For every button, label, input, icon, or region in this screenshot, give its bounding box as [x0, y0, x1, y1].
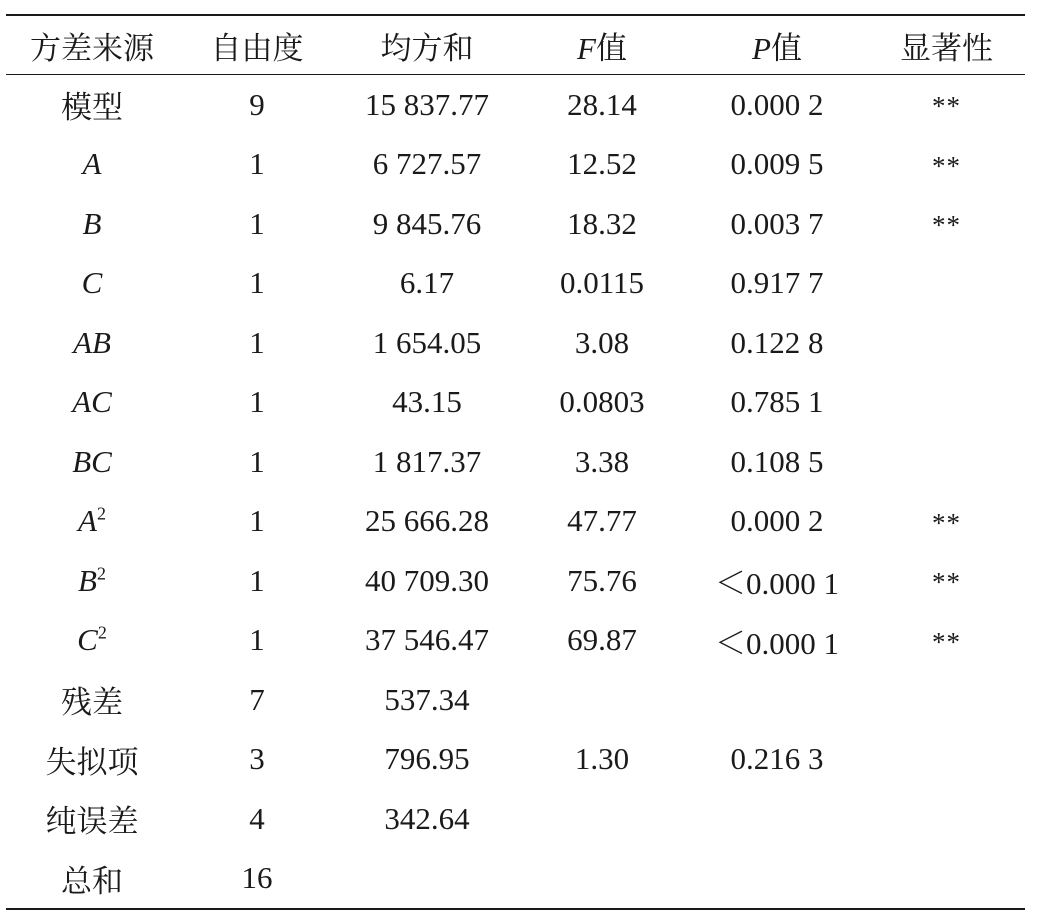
- cell-p-value: [686, 670, 868, 730]
- source-label: A: [82, 146, 102, 182]
- header-p-letter: P: [752, 30, 771, 66]
- cell-ms: 6.17: [399, 265, 455, 301]
- source-exponent: 2: [96, 503, 106, 524]
- cell-source: [6, 551, 178, 611]
- cell-f-value: 12.52: [567, 146, 637, 182]
- cell-ms: 9 845.76: [372, 205, 482, 241]
- cell-f-value: 1.30: [574, 741, 630, 777]
- cell-f-value: 3.08: [574, 324, 630, 360]
- cell-ms: 796.95: [384, 741, 470, 777]
- header-f-suffix: 值: [595, 30, 627, 66]
- header-f-letter: F: [577, 30, 596, 66]
- cell-significance: [868, 849, 1025, 910]
- source-label: B: [78, 562, 97, 598]
- cell-df: 1: [249, 265, 265, 301]
- cell-p-value: ＜0.000 1: [715, 566, 839, 602]
- cell-ms: [336, 849, 518, 910]
- cell-significance: [868, 432, 1025, 492]
- cell-p-value: 0.000 2: [730, 86, 824, 122]
- cell-f-value: 69.87: [567, 622, 637, 658]
- source-label: B: [82, 205, 102, 241]
- table-row: [6, 432, 1025, 492]
- cell-source: [6, 789, 178, 849]
- cell-df: 1: [249, 622, 265, 658]
- header-p-suffix: 值: [770, 30, 802, 66]
- cell-f-value: 0.0115: [559, 265, 645, 301]
- cell-ms: 6 727.57: [372, 146, 482, 182]
- cell-p-value: [686, 789, 868, 849]
- cell-f-value: 0.0803: [559, 384, 645, 420]
- table-row: [6, 135, 1025, 195]
- cell-df: 1: [249, 146, 265, 182]
- cell-source: [6, 254, 178, 314]
- cell-f-value: [518, 789, 686, 849]
- header-p-value: [686, 15, 868, 75]
- cell-source: [6, 313, 178, 373]
- cell-f-value: 75.76: [567, 562, 637, 598]
- cell-p-value: 0.216 3: [730, 741, 824, 777]
- table-row: [6, 789, 1025, 849]
- source-label: C: [81, 265, 103, 301]
- cell-p-value: ＜0.000 1: [715, 625, 839, 661]
- cell-p-value: 0.917 7: [730, 265, 824, 301]
- source-label: AB: [73, 324, 111, 360]
- cell-significance: [868, 254, 1025, 314]
- cell-df: 1: [249, 562, 265, 598]
- table-row: [6, 75, 1025, 135]
- source-label: A: [78, 503, 97, 539]
- cell-ms: 537.34: [384, 681, 470, 717]
- table-body: [6, 75, 1025, 910]
- cell-df: 1: [249, 503, 265, 539]
- cell-p-value: 0.009 5: [730, 146, 824, 182]
- source-label: C: [77, 622, 98, 658]
- cell-significance: **: [932, 150, 961, 181]
- cell-ms: 40 709.30: [365, 562, 489, 598]
- cell-f-value: 47.77: [567, 503, 637, 539]
- header-source: 方差来源: [30, 30, 154, 66]
- source-label: BC: [72, 443, 112, 479]
- header-row: [6, 15, 1025, 75]
- cell-ms: 37 546.47: [365, 622, 489, 658]
- header-df: 自由度: [210, 30, 304, 66]
- source-label: 模型: [61, 90, 123, 126]
- source-label: 残差: [61, 685, 123, 721]
- cell-ms: 25 666.28: [365, 503, 489, 539]
- table-row: [6, 194, 1025, 254]
- table-row: [6, 551, 1025, 611]
- source-exponent: 2: [97, 622, 107, 643]
- anova-table-container: [6, 14, 1025, 910]
- cell-significance: [868, 313, 1025, 373]
- cell-ms: 43.15: [392, 384, 462, 420]
- table-row: [6, 849, 1025, 910]
- cell-df: 9: [249, 86, 265, 122]
- cell-f-value: [518, 849, 686, 910]
- source-label: 失拟项: [45, 744, 139, 780]
- cell-source: [6, 849, 178, 910]
- cell-p-value: 0.108 5: [730, 443, 824, 479]
- cell-significance: [868, 730, 1025, 790]
- cell-df: 16: [241, 860, 273, 896]
- cell-ms: 1 817.37: [372, 443, 482, 479]
- anova-table: [6, 14, 1025, 910]
- table-row: [6, 730, 1025, 790]
- cell-p-value: 0.122 8: [730, 324, 824, 360]
- table-row: [6, 254, 1025, 314]
- cell-df: 4: [249, 800, 265, 836]
- source-label: 纯误差: [45, 804, 139, 840]
- table-row: [6, 611, 1025, 671]
- source-label: 总和: [61, 863, 123, 899]
- header-significance: 显著性: [900, 30, 993, 66]
- cell-source: [6, 730, 178, 790]
- cell-significance: [868, 670, 1025, 730]
- cell-source: [6, 492, 178, 552]
- cell-df: 1: [249, 324, 265, 360]
- cell-significance: [868, 789, 1025, 849]
- cell-ms: 1 654.05: [372, 324, 482, 360]
- cell-significance: **: [932, 91, 961, 121]
- cell-source: [6, 194, 178, 254]
- table-row: [6, 313, 1025, 373]
- cell-f-value: 18.32: [567, 205, 637, 241]
- cell-p-value: [686, 849, 868, 910]
- cell-f-value: 28.14: [567, 86, 637, 122]
- cell-significance: **: [932, 626, 961, 657]
- source-exponent: 2: [96, 563, 106, 584]
- table-row: [6, 492, 1025, 552]
- cell-p-value: 0.785 1: [730, 384, 824, 420]
- cell-significance: **: [932, 567, 961, 597]
- table-row: [6, 373, 1025, 433]
- cell-significance: **: [932, 507, 961, 538]
- cell-df: 3: [249, 741, 265, 777]
- cell-f-value: [518, 670, 686, 730]
- cell-df: 1: [249, 205, 265, 241]
- source-label: AC: [72, 384, 112, 420]
- cell-p-value: 0.003 7: [730, 205, 824, 241]
- table-header: [6, 15, 1025, 75]
- cell-source: [6, 373, 178, 433]
- header-ms: 均方和: [380, 30, 474, 66]
- cell-p-value: 0.000 2: [730, 503, 824, 539]
- cell-source: [6, 670, 178, 730]
- cell-source: [6, 432, 178, 492]
- header-f-value: [518, 15, 686, 75]
- cell-f-value: 3.38: [574, 443, 630, 479]
- table-row: [6, 670, 1025, 730]
- cell-ms: 342.64: [384, 800, 470, 836]
- cell-df: 1: [249, 384, 265, 420]
- cell-ms: 15 837.77: [365, 86, 489, 122]
- cell-df: 7: [249, 681, 265, 717]
- cell-source: [6, 611, 178, 671]
- cell-significance: [868, 373, 1025, 433]
- cell-significance: **: [932, 210, 961, 240]
- cell-df: 1: [249, 443, 265, 479]
- cell-source: [6, 135, 178, 195]
- cell-source: [6, 75, 178, 135]
